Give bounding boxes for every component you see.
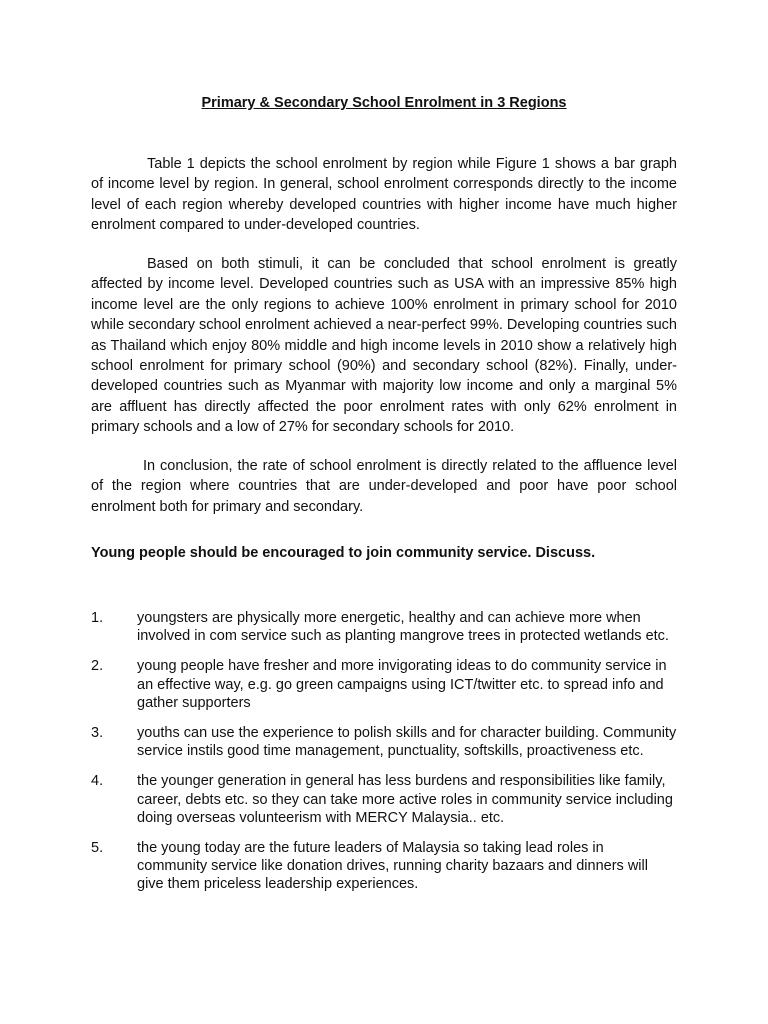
essay-question: Young people should be encouraged to join community service. Discuss. [91, 545, 596, 561]
paragraph-analysis: Based on both stimuli, it can be concluded that school enrolment is greatly affected by income level. Developed countries such as USA with an impressive 85% high income level are the only regions to achieve 100% enrolment in primary school for 2010 while secondary school enrolment achieved a near-perfect 99%. Developing countries such as Thailand which enjoy 80% middle and high income levels in 2010 show a relatively high school enrolment for primary school (90%) and secondary school (82%). Finally, under-developed countries such as Myanmar with majority low income and only a marginal 5% are affluent has directly affected the poor enrolment rates with only 62% enrolment in primary schools and a low of 27% for secondary schools for 2010. [91, 256, 677, 436]
paragraph-intro: Table 1 depicts the school enrolment by region while Figure 1 shows a bar graph of income level by region. In general, school enrolment corresponds directly to the income level of each region whereby developed countries with higher income have much higher enrolment compared to under-developed countries. [91, 156, 677, 234]
list-item [91, 657, 677, 712]
list-item-text: the younger generation in general has less burdens and responsibilities like family, career, debts etc. so they can take more active roles in community service including doing overseas volunteerism with MERCY Malaysia.. etc. [137, 773, 673, 826]
list-item [91, 609, 677, 645]
list-item-text: youths can use the experience to polish skills and for character building. Community service instils good time management, punctuality, softskills, proactiveness etc. [137, 725, 677, 760]
points-list [91, 609, 677, 906]
list-item-number: 5. [91, 840, 104, 857]
list-item-text: young people have fresher and more invigorating ideas to do community service in an effective way, e.g. go green campaigns using ICT/twitter etc. to spread info and gather supporters [137, 658, 667, 711]
document-title: Primary & Secondary School Enrolment in 3 Regions [201, 95, 567, 111]
list-item [91, 724, 677, 760]
list-item-number: 3. [91, 725, 104, 742]
list-item-text: the young today are the future leaders of Malaysia so taking lead roles in community service like donation drives, running charity bazaars and dinners will give them priceless leadership experiences. [137, 840, 648, 893]
paragraph-conclusion: In conclusion, the rate of school enrolment is directly related to the affluence level of the region where countries that are under-developed and poor have poor school enrolment both for primary and secondary. [91, 458, 677, 515]
list-item-number: 2. [91, 658, 104, 675]
list-item-number: 1. [91, 610, 104, 626]
list-item-number: 4. [91, 773, 104, 790]
list-item [91, 839, 677, 894]
list-item-text: youngsters are physically more energetic, healthy and can achieve more when involved in com service such as planting mangrove trees in protected wetlands etc. [137, 610, 669, 645]
list-item [91, 772, 677, 827]
